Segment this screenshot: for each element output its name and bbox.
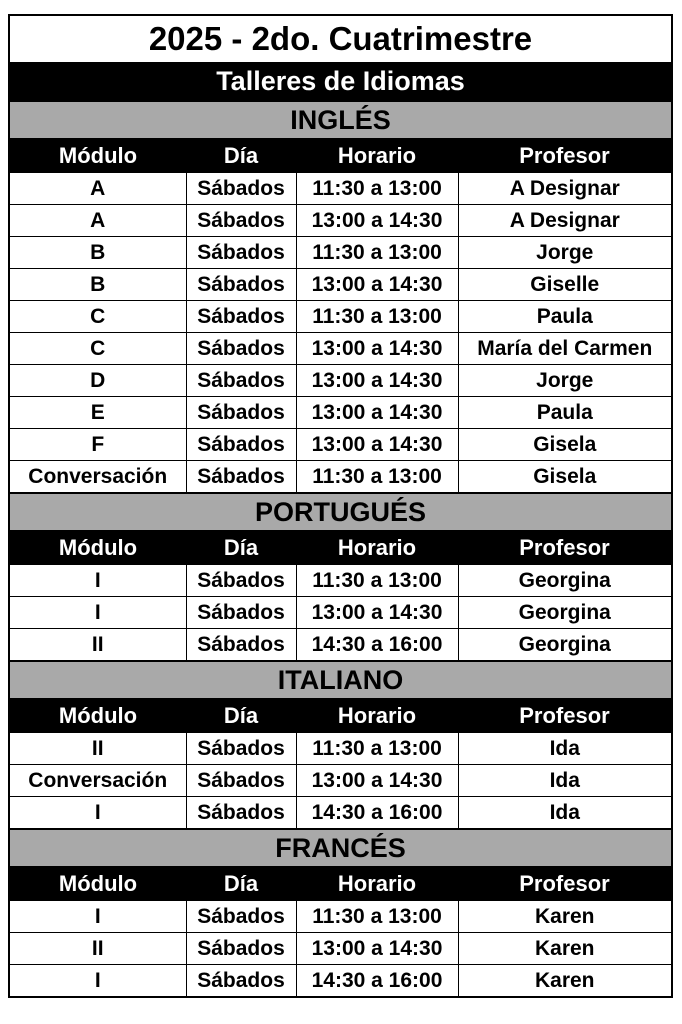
table-cell: Ida <box>458 765 671 797</box>
table-cell: Sábados <box>186 301 296 333</box>
table-cell: B <box>10 237 186 269</box>
schedule-table <box>10 868 671 996</box>
table-row <box>10 901 671 933</box>
table-row <box>10 333 671 365</box>
column-header: Día <box>186 700 296 733</box>
table-cell: II <box>10 933 186 965</box>
page-subtitle: Talleres de Idiomas <box>10 62 671 100</box>
table-header-row <box>10 140 671 173</box>
table-row <box>10 565 671 597</box>
table-cell: Sábados <box>186 429 296 461</box>
table-row <box>10 301 671 333</box>
table-row <box>10 965 671 997</box>
section-title: ITALIANO <box>10 660 671 700</box>
section-title: FRANCÉS <box>10 828 671 868</box>
table-cell: Georgina <box>458 629 671 661</box>
table-cell: A Designar <box>458 205 671 237</box>
table-cell: 11:30 a 13:00 <box>296 565 458 597</box>
table-cell: Ida <box>458 797 671 829</box>
table-cell: Paula <box>458 301 671 333</box>
table-cell: Sábados <box>186 597 296 629</box>
table-header-row <box>10 700 671 733</box>
schedule-table <box>10 140 671 492</box>
table-header-row <box>10 868 671 901</box>
table-cell: 14:30 a 16:00 <box>296 965 458 997</box>
schedule-sheet <box>8 14 673 998</box>
table-cell: C <box>10 301 186 333</box>
table-cell: D <box>10 365 186 397</box>
table-cell: Sábados <box>186 965 296 997</box>
table-cell: Karen <box>458 901 671 933</box>
table-cell: Georgina <box>458 565 671 597</box>
table-cell: Sábados <box>186 765 296 797</box>
table-cell: Sábados <box>186 237 296 269</box>
table-cell: Sábados <box>186 797 296 829</box>
table-cell: 13:00 a 14:30 <box>296 365 458 397</box>
table-cell: I <box>10 965 186 997</box>
table-cell: F <box>10 429 186 461</box>
table-cell: Sábados <box>186 397 296 429</box>
table-cell: María del Carmen <box>458 333 671 365</box>
column-header: Horario <box>296 532 458 565</box>
column-header: Horario <box>296 700 458 733</box>
column-header: Profesor <box>458 700 671 733</box>
table-cell: A <box>10 205 186 237</box>
column-header: Día <box>186 868 296 901</box>
table-cell: I <box>10 797 186 829</box>
section-title: PORTUGUÉS <box>10 492 671 532</box>
table-row <box>10 933 671 965</box>
table-row <box>10 629 671 661</box>
table-cell: 11:30 a 13:00 <box>296 237 458 269</box>
table-cell: II <box>10 629 186 661</box>
table-cell: Sábados <box>186 933 296 965</box>
table-cell: Jorge <box>458 237 671 269</box>
table-cell: 11:30 a 13:00 <box>296 733 458 765</box>
table-cell: 11:30 a 13:00 <box>296 173 458 205</box>
table-row <box>10 797 671 829</box>
table-cell: 11:30 a 13:00 <box>296 301 458 333</box>
table-cell: 13:00 a 14:30 <box>296 597 458 629</box>
table-cell: C <box>10 333 186 365</box>
table-header-row <box>10 532 671 565</box>
schedule-table <box>10 532 671 660</box>
table-cell: 13:00 a 14:30 <box>296 397 458 429</box>
schedule-table <box>10 700 671 828</box>
column-header: Módulo <box>10 140 186 173</box>
table-cell: Sábados <box>186 269 296 301</box>
table-row <box>10 429 671 461</box>
column-header: Horario <box>296 140 458 173</box>
table-row <box>10 597 671 629</box>
table-cell: Sábados <box>186 733 296 765</box>
column-header: Profesor <box>458 532 671 565</box>
column-header: Horario <box>296 868 458 901</box>
column-header: Día <box>186 532 296 565</box>
table-cell: A <box>10 173 186 205</box>
table-cell: Sábados <box>186 205 296 237</box>
table-cell: Karen <box>458 933 671 965</box>
table-row <box>10 205 671 237</box>
table-row <box>10 269 671 301</box>
table-cell: Georgina <box>458 597 671 629</box>
table-cell: Jorge <box>458 365 671 397</box>
table-cell: Conversación <box>10 461 186 493</box>
table-cell: II <box>10 733 186 765</box>
table-cell: 13:00 a 14:30 <box>296 765 458 797</box>
table-cell: Gisela <box>458 461 671 493</box>
table-cell: E <box>10 397 186 429</box>
column-header: Profesor <box>458 868 671 901</box>
table-cell: 14:30 a 16:00 <box>296 797 458 829</box>
table-cell: 11:30 a 13:00 <box>296 901 458 933</box>
table-cell: 14:30 a 16:00 <box>296 629 458 661</box>
table-cell: 13:00 a 14:30 <box>296 429 458 461</box>
table-cell: Sábados <box>186 901 296 933</box>
table-cell: I <box>10 597 186 629</box>
table-cell: Sábados <box>186 173 296 205</box>
table-cell: Ida <box>458 733 671 765</box>
table-cell: Karen <box>458 965 671 997</box>
table-cell: Sábados <box>186 461 296 493</box>
table-row <box>10 765 671 797</box>
column-header: Módulo <box>10 868 186 901</box>
table-cell: Paula <box>458 397 671 429</box>
table-cell: Sábados <box>186 365 296 397</box>
table-row <box>10 397 671 429</box>
table-cell: A Designar <box>458 173 671 205</box>
column-header: Profesor <box>458 140 671 173</box>
column-header: Día <box>186 140 296 173</box>
column-header: Módulo <box>10 700 186 733</box>
table-cell: B <box>10 269 186 301</box>
table-cell: 11:30 a 13:00 <box>296 461 458 493</box>
table-cell: 13:00 a 14:30 <box>296 269 458 301</box>
table-cell: Sábados <box>186 565 296 597</box>
table-cell: Sábados <box>186 629 296 661</box>
column-header: Módulo <box>10 532 186 565</box>
table-cell: 13:00 a 14:30 <box>296 205 458 237</box>
sections-container <box>10 100 671 996</box>
table-cell: Sábados <box>186 333 296 365</box>
table-row <box>10 237 671 269</box>
table-cell: Giselle <box>458 269 671 301</box>
table-cell: I <box>10 901 186 933</box>
table-cell: I <box>10 565 186 597</box>
table-row <box>10 173 671 205</box>
page-title: 2025 - 2do. Cuatrimestre <box>10 16 671 62</box>
table-cell: Conversación <box>10 765 186 797</box>
table-row <box>10 461 671 493</box>
table-cell: 13:00 a 14:30 <box>296 333 458 365</box>
section-title: INGLÉS <box>10 100 671 140</box>
table-row <box>10 365 671 397</box>
table-row <box>10 733 671 765</box>
table-cell: Gisela <box>458 429 671 461</box>
table-cell: 13:00 a 14:30 <box>296 933 458 965</box>
